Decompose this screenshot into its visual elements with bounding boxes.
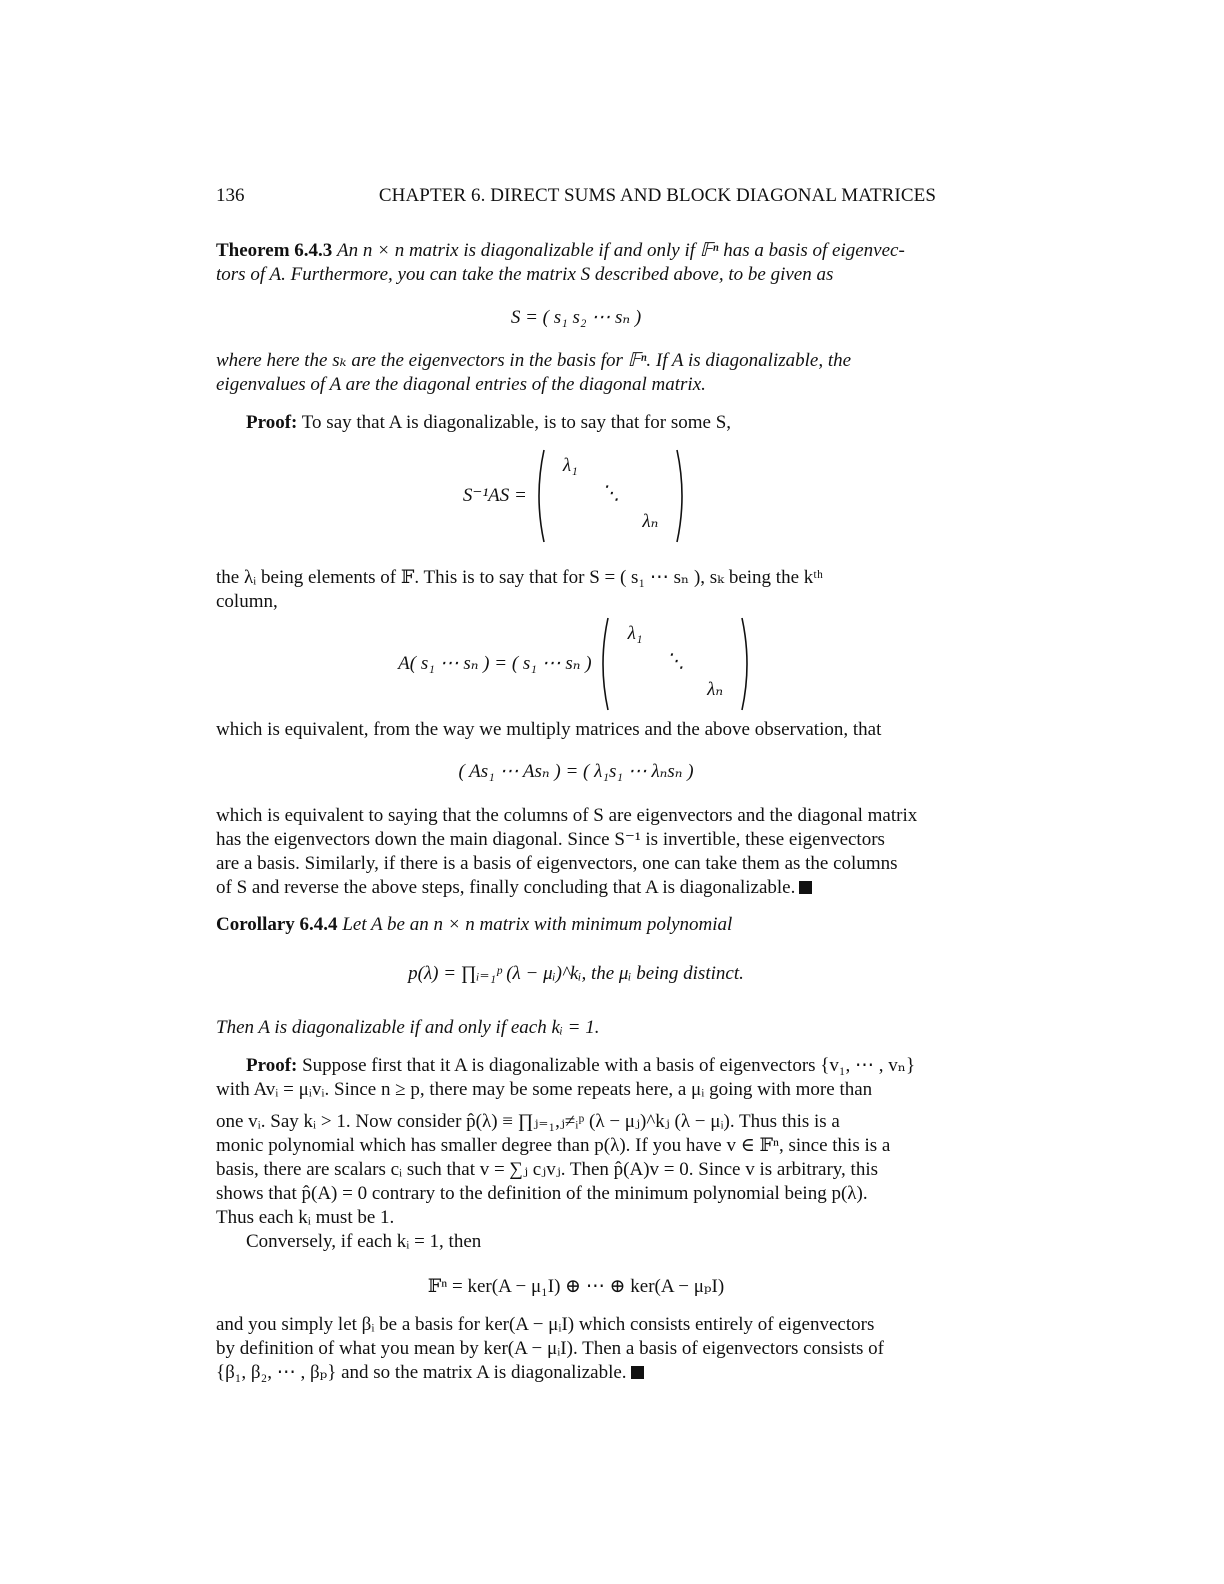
theorem-display: S = ( s₁ s₂ ⋯ sₙ )	[510, 307, 642, 328]
proof-2-body-b	[216, 1313, 936, 1385]
theorem-label: Theorem 6.4.3	[216, 240, 333, 261]
diagonal-matrix-2	[615, 622, 735, 706]
proof-1-line-2: the λᵢ being elements of 𝔽. This is to say that for S = ( s₁ ⋯ sₙ ), sₖ being the kᵗʰ	[216, 567, 824, 588]
matrix-entry-lambda-n: λₙ	[642, 511, 659, 532]
proof-1-line-6: has the eigenvectors down the main diagonal. Since S⁻¹ is invertible, these eigenvectors	[216, 829, 885, 850]
page-number: 136	[216, 185, 245, 206]
proof-2-line-5: basis, there are scalars cᵢ such that v = ∑ⱼ cⱼvⱼ. Then p̂(A)v = 0. Since v is arbitrary, this	[216, 1159, 879, 1180]
matrix-entry-lambda-1: λ₁	[562, 455, 578, 476]
proof-1-body-a	[216, 566, 936, 614]
proof-2-line-10: by definition of what you mean by ker(A − μᵢI). Then a basis of eigenvectors consists of	[216, 1338, 884, 1359]
proof-1-line-3: column,	[216, 591, 278, 612]
matrix-2-entry-lambda-1: λ₁	[627, 623, 643, 644]
proof-1-line-4: which is equivalent, from the way we multiply matrices and the above observation, that	[216, 719, 882, 740]
proof-1-line-8: of S and reverse the above steps, finally concluding that A is diagonalizable.	[216, 877, 796, 898]
proof-2-label: Proof:	[246, 1055, 298, 1076]
diagonal-display	[216, 448, 936, 548]
left-paren-2	[596, 616, 610, 712]
matrix-entry-ddots: ⋱	[600, 483, 620, 504]
proof-1-intro	[216, 411, 936, 435]
proof-1-line-7: are a basis. Similarly, if there is a basis of eigenvectors, one can take them as the columns	[216, 853, 898, 874]
diagonal-matrix	[550, 454, 670, 538]
proof-2-line-4: monic polynomial which has smaller degree than p(λ). If you have v ∈ 𝔽ⁿ, since this is a	[216, 1135, 891, 1156]
min-poly-display	[216, 962, 936, 986]
corollary-text-2: Then A is diagonalizable if and only if each kᵢ = 1.	[216, 1017, 600, 1038]
direct-sum-display: 𝔽ⁿ = ker(A − μ₁I) ⊕ ⋯ ⊕ ker(A − μₚI)	[427, 1276, 725, 1297]
proof-2-line-1: Suppose first that it A is diagonalizable with a basis of eigenvectors {v₁, ⋯ , vₙ}	[302, 1055, 916, 1076]
proof-2-line-11: {β₁, β₂, ⋯ , βₚ} and so the matrix A is diagonalizable.	[216, 1362, 627, 1383]
page-header	[216, 184, 936, 208]
proof-2-body-a	[216, 1054, 936, 1254]
proof-1-line-5: which is equivalent to saying that the columns of S are eigenvectors and the diagonal matrix	[216, 805, 918, 826]
proof-2-line-3: one vᵢ. Say kᵢ > 1. Now consider p̂(λ) ≡ ∏ⱼ₌₁,ⱼ≠ᵢᵖ (λ − μⱼ)^kⱼ (λ − μᵢ). Thus this is a	[216, 1111, 840, 1132]
product-equation: A( s₁ ⋯ sₙ ) = ( s₁ ⋯ sₙ )	[398, 653, 592, 674]
left-paren	[532, 448, 546, 544]
proof-1-line-1: To say that A is diagonalizable, is to say that for some S,	[301, 412, 732, 433]
theorem-statement	[216, 239, 936, 287]
proof-2-line-7: Thus each kᵢ must be 1.	[216, 1207, 395, 1228]
corollary-label: Corollary 6.4.4	[216, 914, 338, 935]
corollary-text-1: Let A be an n × n matrix with minimum polynomial	[342, 914, 733, 935]
theorem-text-2: tors of A. Furthermore, you can take the matrix S described above, to be given as	[216, 264, 834, 285]
proof-2-line-9: and you simply let βᵢ be a basis for ker(A − μᵢI) which consists entirely of eigenvectors	[216, 1314, 875, 1335]
right-paren-2	[740, 616, 754, 712]
product-display	[216, 616, 936, 716]
theorem-conclusion	[216, 349, 936, 397]
theorem-text-1: An n × n matrix is diagonalizable if and only if 𝔽ⁿ has a basis of eigenvec-	[337, 240, 905, 261]
qed-square-1	[799, 881, 812, 894]
proof-1-body-b	[216, 804, 936, 900]
theorem-text-3: where here the sₖ are the eigenvectors in the basis for 𝔽ⁿ. If A is diagonalizable, the	[216, 350, 852, 371]
diagonal-lhs: S⁻¹AS =	[462, 485, 527, 506]
matrix-2-entry-lambda-n: λₙ	[707, 679, 724, 700]
matrix-2-entry-ddots: ⋱	[665, 651, 685, 672]
proof-2-line-2: with Avᵢ = μᵢvᵢ. Since n ≥ p, there may be some repeats here, a μᵢ going with more than	[216, 1079, 873, 1100]
right-paren	[675, 448, 689, 544]
columns-display: ( As₁ ⋯ Asₙ ) = ( λ₁s₁ ⋯ λₙsₙ )	[458, 761, 694, 782]
chapter-title: CHAPTER 6. DIRECT SUMS AND BLOCK DIAGONAL MATRICES	[378, 185, 936, 206]
min-poly-tail: , the μᵢ being distinct.	[581, 963, 744, 984]
theorem-text-4: eigenvalues of A are the diagonal entries of the diagonal matrix.	[216, 374, 706, 395]
proof-2-line-8: Conversely, if each kᵢ = 1, then	[246, 1231, 482, 1252]
proof-2-line-6: shows that p̂(A) = 0 contrary to the definition of the minimum polynomial being p(λ).	[216, 1183, 868, 1204]
qed-square-2	[631, 1366, 644, 1379]
min-poly-formula: p(λ) = ∏ᵢ₌₁ᵖ (λ − μᵢ)^kᵢ	[408, 963, 582, 984]
proof-1-label: Proof:	[246, 412, 298, 433]
corollary-statement	[216, 913, 936, 937]
